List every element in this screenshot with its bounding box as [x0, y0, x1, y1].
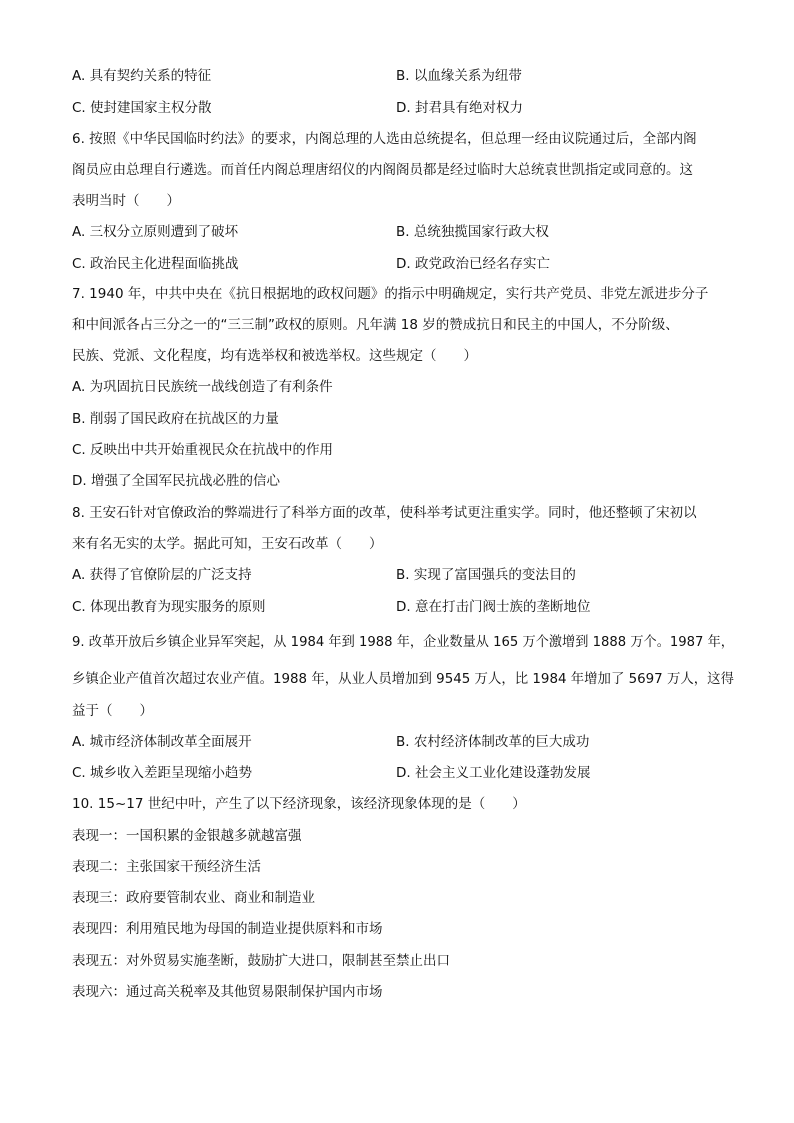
q5-option-d[interactable]: D. 封君具有绝对权力	[396, 100, 523, 116]
q10-item-2: 表现二：主张国家干预经济生活	[72, 859, 261, 875]
q8-stem-line-1: 8. 王安石针对官僚政治的弊端进行了科举方面的改革，使科举考试更注重实学。同时，他还整顿了宋初以	[72, 505, 697, 521]
q9-stem-line-3: 益于（ ）	[72, 703, 153, 719]
q6-option-a[interactable]: A. 三权分立原则遭到了破坏	[72, 224, 239, 240]
q5-option-a[interactable]: A. 具有契约关系的特征	[72, 68, 212, 84]
q9-option-a[interactable]: A. 城市经济体制改革全面展开	[72, 734, 252, 750]
q6-stem-line-1: 6. 按照《中华民国临时约法》的要求，内阁总理的人选由总统提名，但总理一经由议院通过后，全部内阁	[72, 131, 697, 147]
q5-option-c[interactable]: C. 使封建国家主权分散	[72, 100, 212, 116]
q6-option-b[interactable]: B. 总统独揽国家行政大权	[396, 224, 549, 240]
q7-option-c[interactable]: C. 反映出中共开始重视民众在抗战中的作用	[72, 442, 334, 458]
q6-option-d[interactable]: D. 政党政治已经名存实亡	[396, 256, 550, 272]
q8-option-d[interactable]: D. 意在打击门阀士族的垄断地位	[396, 599, 591, 615]
q10-item-1: 表现一：一国积累的金银越多就越富强	[72, 828, 302, 844]
q7-stem-line-3: 民族、党派、文化程度，均有选举权和被选举权。这些规定（ ）	[72, 348, 477, 364]
q9-option-b[interactable]: B. 农村经济体制改革的巨大成功	[396, 734, 590, 750]
q7-stem-line-2: 和中间派各占三分之一的“三三制”政权的原则。凡年满 18 岁的赞成抗日和民主的中国人，不分阶级、	[72, 317, 679, 333]
q9-option-c[interactable]: C. 城乡收入差距呈现缩小趋势	[72, 765, 253, 781]
q7-option-b[interactable]: B. 削弱了国民政府在抗战区的力量	[72, 411, 279, 427]
q7-option-d[interactable]: D. 增强了全国军民抗战必胜的信心	[72, 473, 280, 489]
q10-item-6: 表现六：通过高关税率及其他贸易限制保护国内市场	[72, 984, 383, 1000]
q10-item-4: 表现四：利用殖民地为母国的制造业提供原料和市场	[72, 921, 383, 937]
q5-option-b[interactable]: B. 以血缘关系为纽带	[396, 68, 522, 84]
q9-stem-line-2: 乡镇企业产值首次超过农业产值。1988 年，从业人员增加到 9545 万人，比 1984 年增加了 5697 万人，这得	[72, 671, 734, 687]
q8-option-a[interactable]: A. 获得了官僚阶层的广泛支持	[72, 567, 252, 583]
q10-stem: 10. 15~17 世纪中叶，产生了以下经济现象，该经济现象体现的是（ ）	[72, 796, 526, 812]
q7-stem-line-1: 7. 1940 年，中共中央在《抗日根据地的政权问题》的指示中明确规定，实行共产党员、非党左派进步分子	[72, 286, 709, 302]
q8-stem-line-2: 来有名无实的太学。据此可知，王安石改革（ ）	[72, 536, 383, 552]
q10-item-5: 表现五：对外贸易实施垄断，鼓励扩大进口，限制甚至禁止出口	[72, 953, 450, 969]
q6-stem-line-3: 表明当时（ ）	[72, 193, 180, 209]
q8-option-c[interactable]: C. 体现出教育为现实服务的原则	[72, 599, 266, 615]
q9-stem-line-1: 9. 改革开放后乡镇企业异军突起，从 1984 年到 1988 年，企业数量从 165 万个激增到 1888 万个。1987 年，	[72, 634, 734, 650]
q7-option-a[interactable]: A. 为巩固抗日民族统一战线创造了有利条件	[72, 379, 333, 395]
q6-option-c[interactable]: C. 政治民主化进程面临挑战	[72, 256, 239, 272]
q9-option-d[interactable]: D. 社会主义工业化建设蓬勃发展	[396, 765, 591, 781]
q10-item-3: 表现三：政府要管制农业、商业和制造业	[72, 890, 315, 906]
q8-option-b[interactable]: B. 实现了富国强兵的变法目的	[396, 567, 576, 583]
q6-stem-line-2: 阁员应由总理自行遴选。而首任内阁总理唐绍仪的内阁阁员都是经过临时大总统袁世凯指定或同意的。这	[72, 162, 693, 178]
